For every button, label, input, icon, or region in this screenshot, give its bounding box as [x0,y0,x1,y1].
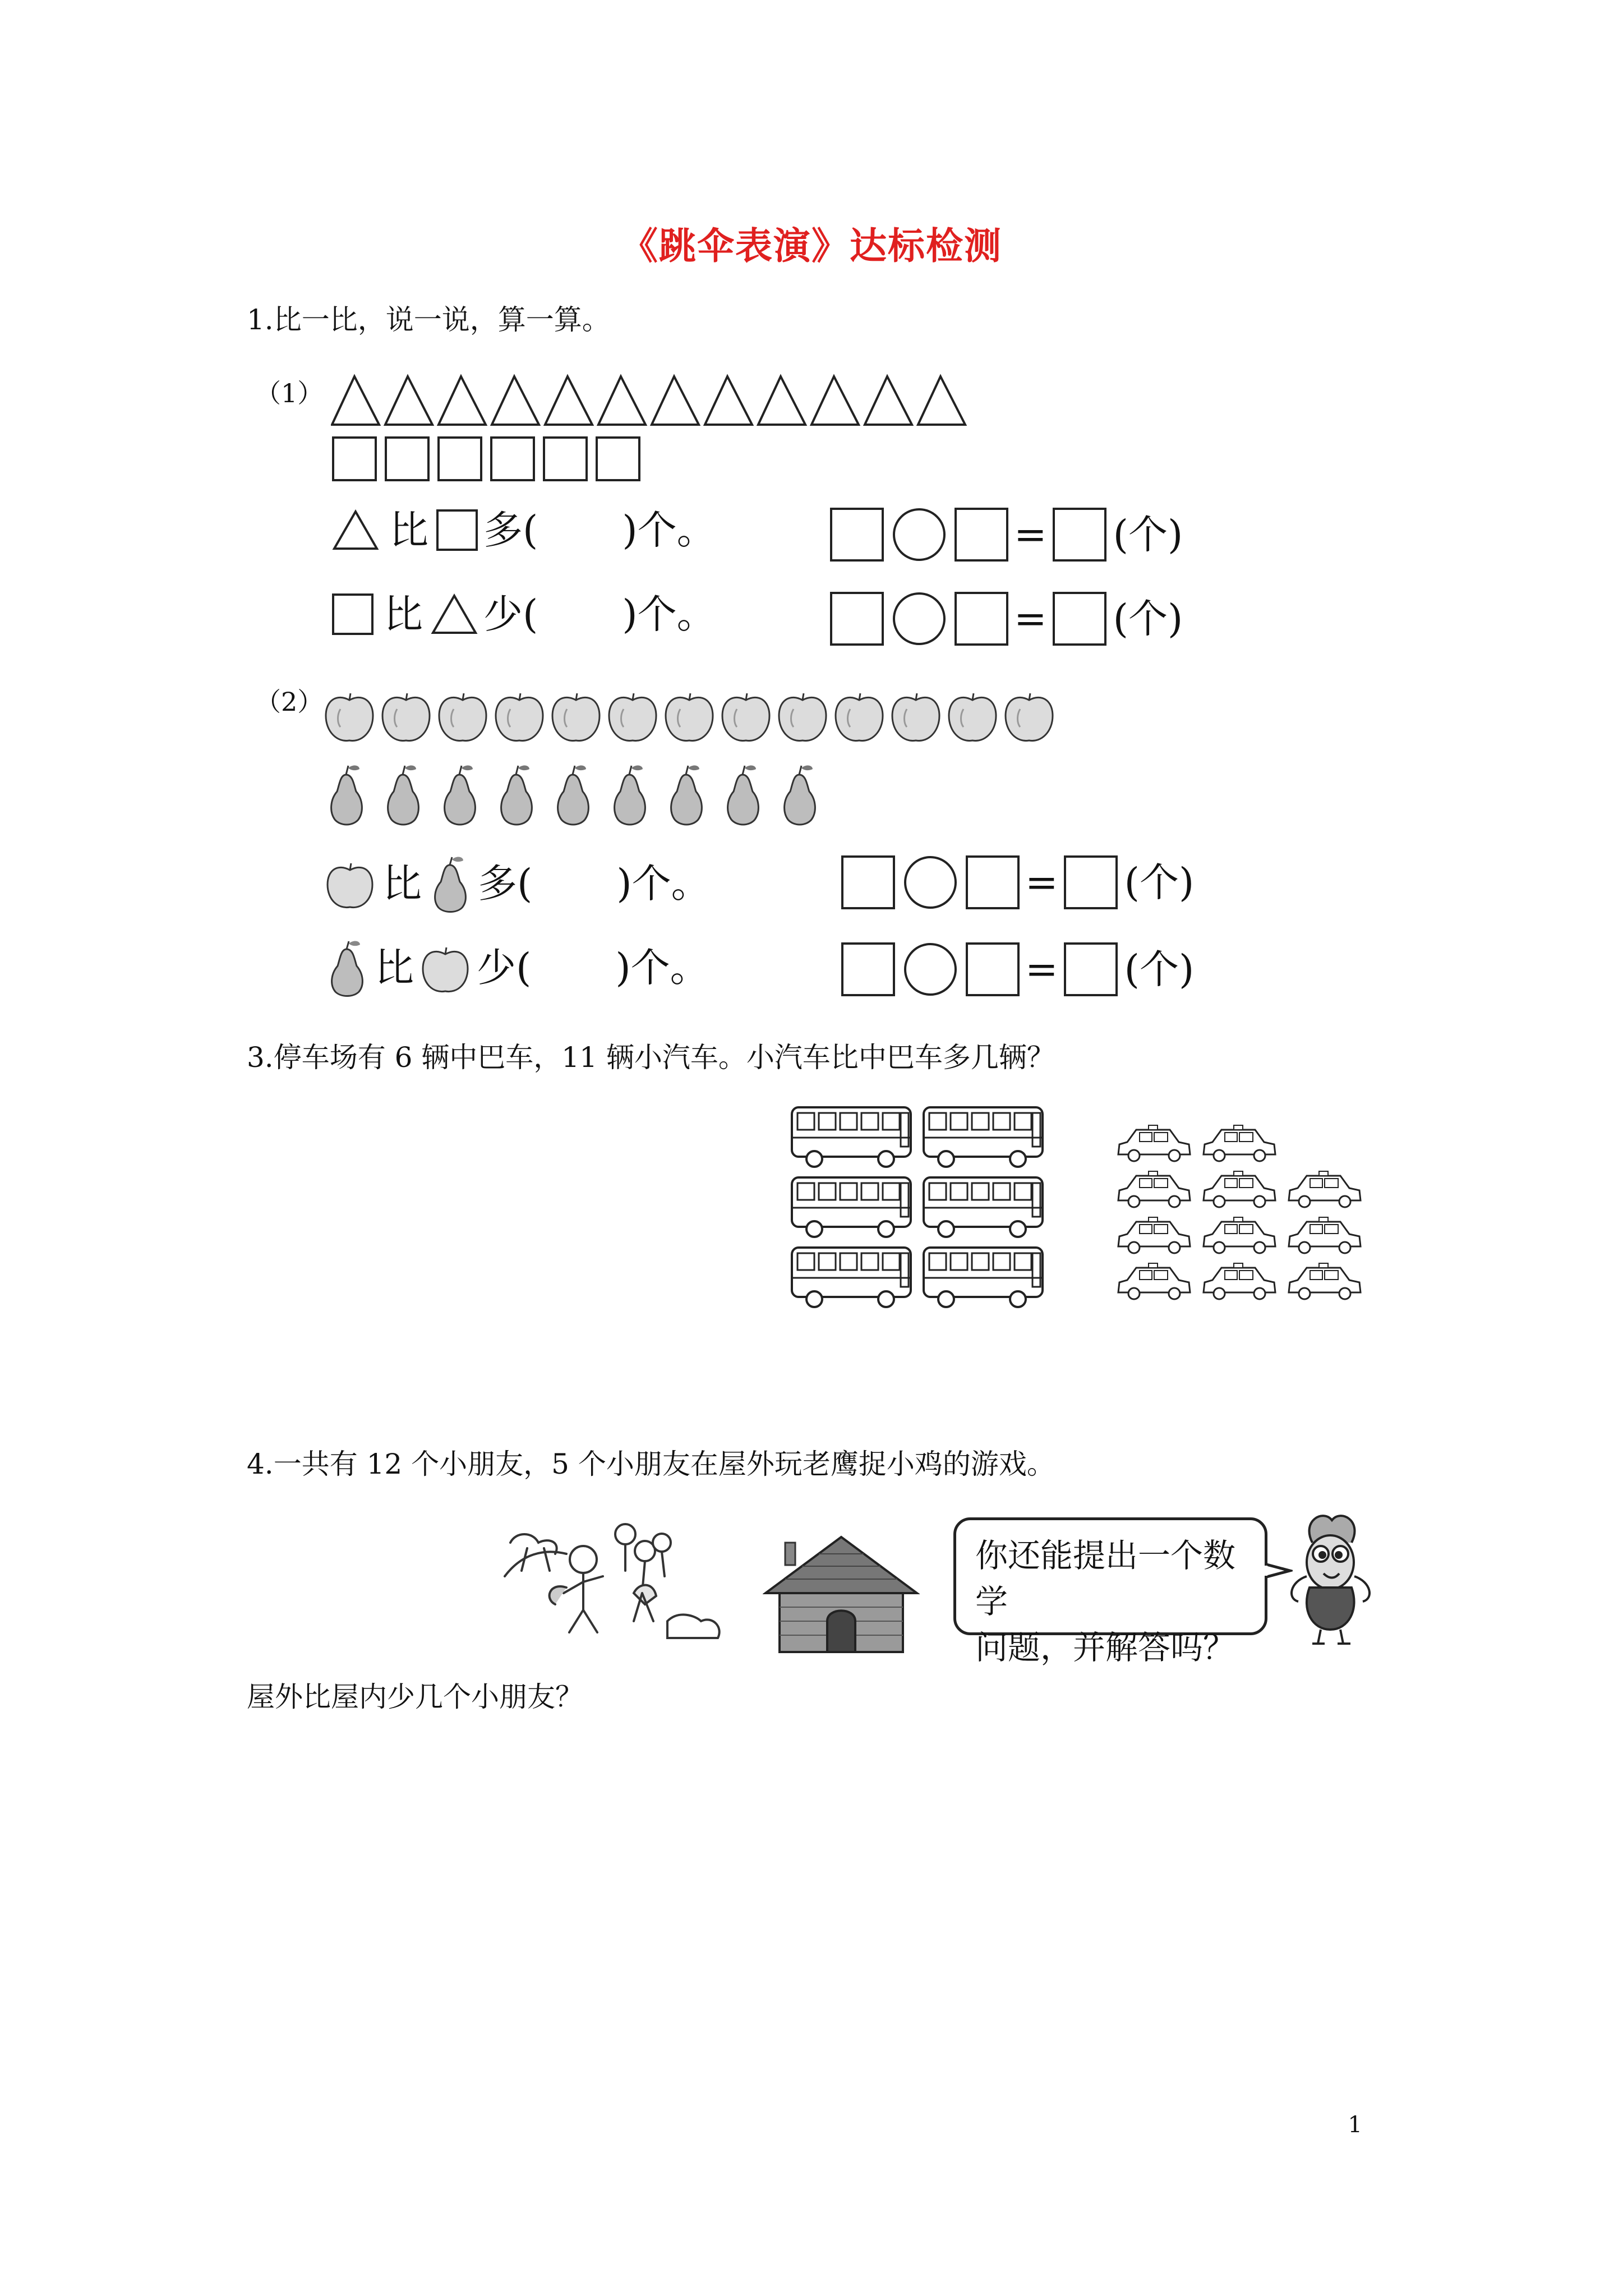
bi-label: 比 [375,945,414,991]
bus-icon [924,1248,1043,1307]
eq-result-box[interactable] [1053,508,1106,562]
apple-icon [609,693,656,741]
car-icon [1118,1171,1190,1207]
unit-label: (个) [1124,946,1195,992]
pear-icon [427,853,472,914]
bus-icon [792,1248,911,1307]
q4-text: 4.一共有 12 个小朋友，5 个小朋友在屋外玩老鹰捉小鸡的游戏。 [247,1448,1055,1480]
unit-label: (个) [1124,859,1195,905]
unit-label: (个) [1113,512,1183,558]
car-icon [1289,1171,1361,1207]
bus-icon [924,1107,1043,1167]
square-shape [385,436,430,481]
apple-icon [836,693,883,741]
pear-icon [501,766,532,825]
apple-icon [496,693,543,741]
car-icon [1289,1217,1361,1253]
speech-bubble [953,1517,1267,1667]
children-playing-illustration [499,1509,723,1649]
part1-label: （1） [255,378,324,408]
triangle-shape [811,376,859,425]
apple-icon [324,857,376,910]
bi-label: 比 [384,591,423,637]
eq-operator-circle[interactable] [904,943,957,996]
p1-equation-1 [830,508,1183,562]
p2-equation-2 [841,942,1194,996]
p1-compare-less [332,592,716,637]
unit-label: )个。 [622,591,716,637]
triangle-shape [758,376,805,425]
eq-result-box[interactable] [1064,855,1118,909]
apple-icon [949,693,996,741]
q1-heading: 1.比一比，说一说，算一算。 [247,303,610,336]
unit-label: )个。 [622,507,716,553]
apple-icon [552,693,600,741]
eq-result-box[interactable] [1064,942,1118,996]
triangle-shape [385,376,432,425]
unit-label: (个) [1113,596,1183,642]
apple-icon [326,693,373,741]
car-icon [1118,1125,1190,1161]
triangle-row [331,373,981,429]
car-illustration [1113,1119,1371,1315]
equals-sign: = [1025,946,1058,992]
eq-operator-circle[interactable] [904,856,957,909]
car-icon [1204,1217,1275,1253]
square-shape [490,436,535,481]
car-icon [1118,1217,1190,1253]
apple-icon [382,693,430,741]
car-icon [1204,1125,1275,1161]
pear-icon [615,766,645,825]
triangle-shape [332,376,379,425]
pear-icon [388,766,419,825]
apple-icon [666,693,713,741]
pear-icon [558,766,589,825]
eq-box[interactable] [966,855,1020,909]
triangle-shape [652,376,699,425]
eq-box[interactable] [830,592,884,646]
triangle-shape [865,376,912,425]
pear-icon [324,937,369,999]
triangle-shape [439,376,486,425]
more-label: 多( [483,507,538,553]
pear-icon [331,766,362,825]
p2-compare-less [324,937,709,999]
q4-question: 屋外比屋内少几个小朋友？ [247,1681,583,1713]
p1-equation-2 [830,592,1183,646]
page-number: 1 [1348,2112,1362,2138]
triangle-shape [545,376,592,425]
triangle-icon [431,593,478,635]
bi-label: 比 [389,507,428,553]
page-title: 《跳伞表演》达标检测 [621,224,1002,268]
apple-icon [892,693,939,741]
eq-box[interactable] [955,592,1008,646]
square-shape [596,436,640,481]
q3-text: 3.停车场有 6 辆中巴车，11 辆小汽车。小汽车比中巴车多几辆？ [247,1041,1055,1074]
bus-illustration [788,1102,1057,1315]
bubble-line-2: 问题，并解答吗？ [975,1628,1236,1667]
pear-icon [671,766,702,825]
less-label: 少( [477,945,532,991]
equals-sign: = [1014,596,1047,642]
house-illustration [763,1526,920,1655]
square-shape [543,436,588,481]
more-label: 多( [478,861,533,907]
eq-operator-circle[interactable] [893,508,946,561]
square-shape [437,436,482,481]
square-icon [332,593,374,635]
bus-icon [792,1107,911,1167]
square-icon [436,509,478,551]
apple-icon [722,693,769,741]
bubble-line-1: 你还能提出一个数学 [975,1536,1236,1621]
pear-row [322,760,895,833]
triangle-shape [598,376,645,425]
eq-result-box[interactable] [1053,592,1106,646]
eq-box[interactable] [955,508,1008,562]
apple-icon [419,941,471,995]
bus-icon [792,1177,911,1237]
p2-equation-1 [841,855,1194,909]
triangle-shape [705,376,752,425]
pear-icon [445,766,476,825]
square-row [332,436,640,481]
eq-operator-circle[interactable] [893,592,946,645]
p2-compare-more [324,853,711,914]
triangle-shape [918,376,965,425]
unit-label: )个。 [615,945,709,991]
apple-icon [439,693,486,741]
triangle-shape [492,376,539,425]
corn-mascot-icon [1279,1509,1380,1646]
less-label: 少( [483,591,538,637]
bi-label: 比 [382,861,422,907]
eq-box[interactable] [966,942,1020,996]
apple-icon [1006,693,1053,741]
car-icon [1118,1263,1190,1299]
square-shape [332,436,377,481]
eq-box[interactable] [841,855,895,909]
pear-icon [785,766,815,825]
eq-box[interactable] [841,942,895,996]
part2-label: （2） [255,687,324,717]
unit-label: )个。 [616,861,711,907]
p1-compare-more [332,508,716,553]
car-icon [1289,1263,1361,1299]
eq-box[interactable] [830,508,884,562]
bus-icon [924,1177,1043,1237]
equals-sign: = [1014,512,1047,558]
apple-icon [779,693,826,741]
triangle-icon [332,509,379,551]
pear-icon [728,766,759,825]
equals-sign: = [1025,859,1058,905]
car-icon [1204,1171,1275,1207]
apple-row [322,684,1074,746]
car-icon [1204,1263,1275,1299]
